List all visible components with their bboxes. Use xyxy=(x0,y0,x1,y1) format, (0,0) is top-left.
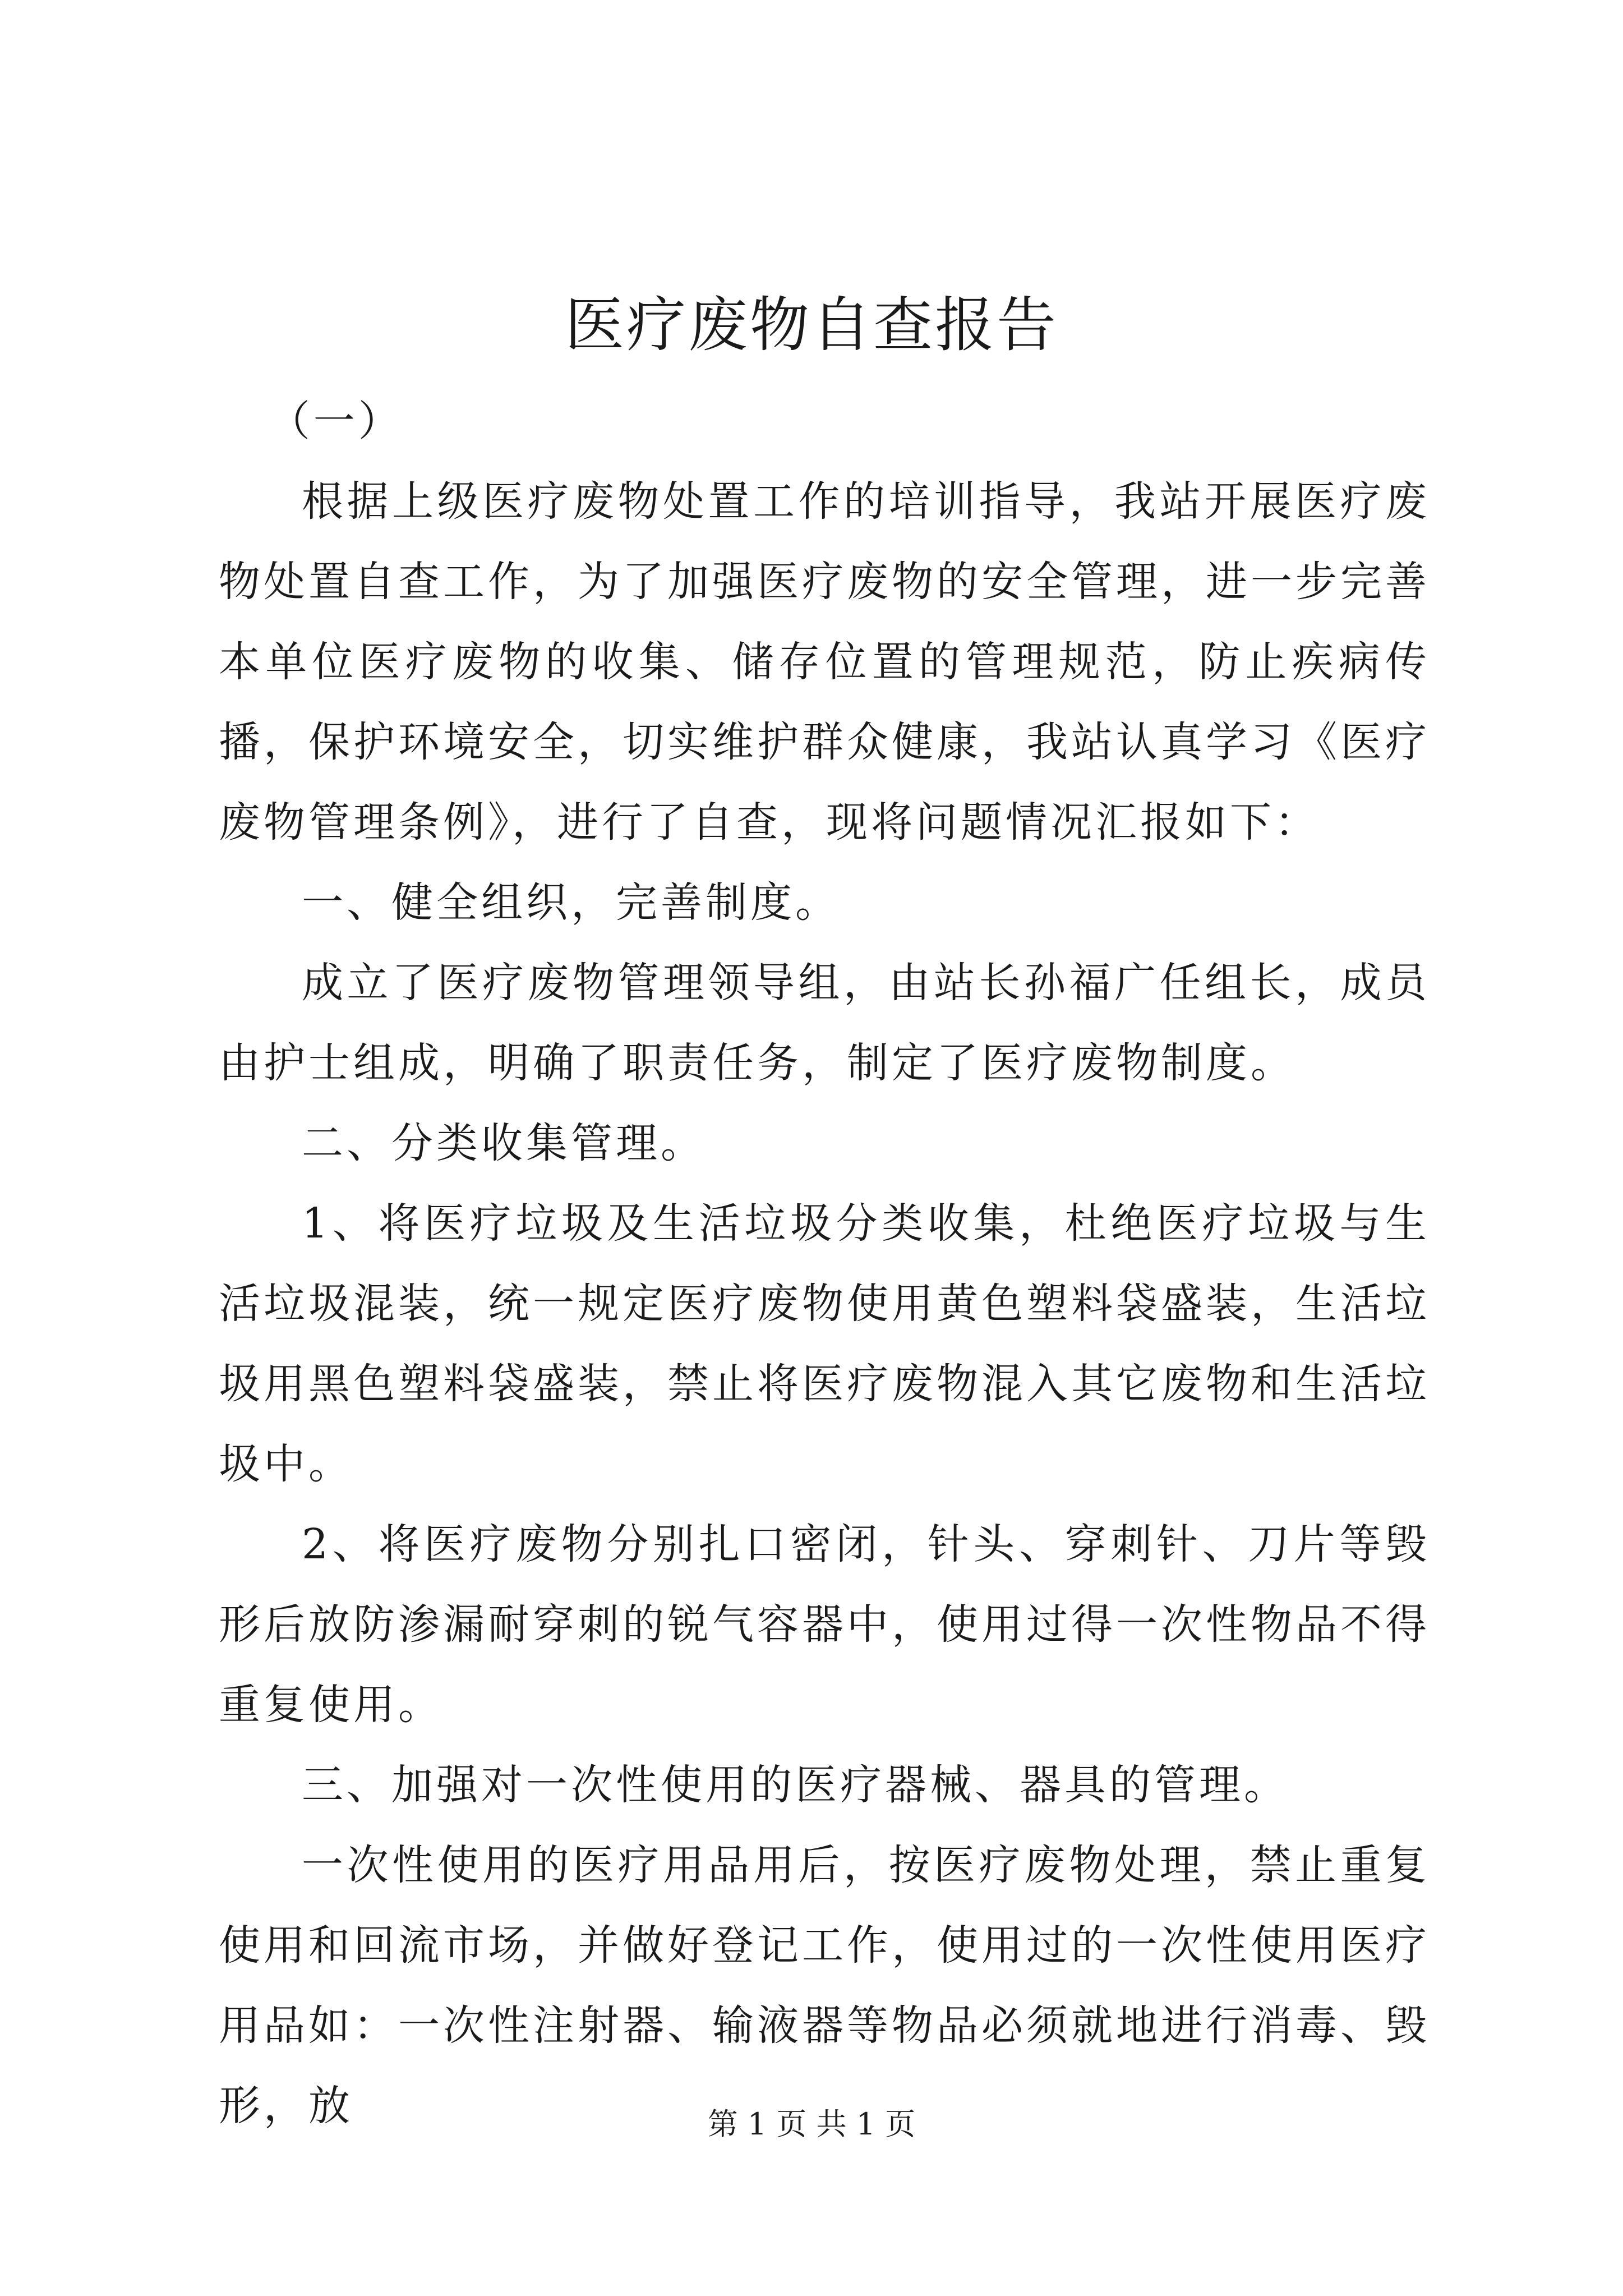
paragraph-classification-1: 1、将医疗垃圾及生活垃圾分类收集，杜绝医疗垃圾与生活垃圾混装，统一规定医疗废物使用黄色塑料袋盛装，生活垃圾用黑色塑料袋盛装，禁止将医疗废物混入其它废物和生活垃圾中。 xyxy=(219,1199,1430,1488)
heading-organization: 一、健全组织，完善制度。 xyxy=(302,878,840,927)
paragraph-organization: 成立了医疗废物管理领导组，由站长孙福广任组长，成员由护士组成，明确了职责任务，制定了医疗废物制度。 xyxy=(219,959,1430,1087)
paragraph-classification-2: 2、将医疗废物分别扎口密闭，针头、穿刺针、刀片等毁形后放防渗漏耐穿刺的锐气容器中，使用过得一次性物品不得重复使用。 xyxy=(219,1520,1430,1729)
section-marker: （一） xyxy=(268,397,403,445)
heading-disposables: 三、加强对一次性使用的医疗器械、器具的管理。 xyxy=(302,1761,1289,1809)
document-title: 医疗废物自查报告 xyxy=(565,291,1058,360)
paragraph-intro: 根据上级医疗废物处置工作的培训指导，我站开展医疗废物处置自查工作，为了加强医疗废物的安全管理，进一步完善本单位医疗废物的收集、储存位置的管理规范，防止疾病传播，保护环境安全，切实维护群众健康，我站认真学习《医疗废物管理条例》，进行了自查，现将问题情况汇报如下： xyxy=(219,477,1430,846)
document-body xyxy=(219,381,1430,2146)
page-footer: 第 1 页 共 1 页 xyxy=(707,2106,916,2142)
heading-classification: 二、分类收集管理。 xyxy=(302,1119,706,1167)
paragraph-disposables: 一次性使用的医疗用品用后，按医疗废物处理，禁止重复使用和回流市场，并做好登记工作，使用过的一次性使用医疗用品如：一次性注射器、输液器等物品必须就地进行消毒、毁形，放 xyxy=(219,1841,1430,2130)
